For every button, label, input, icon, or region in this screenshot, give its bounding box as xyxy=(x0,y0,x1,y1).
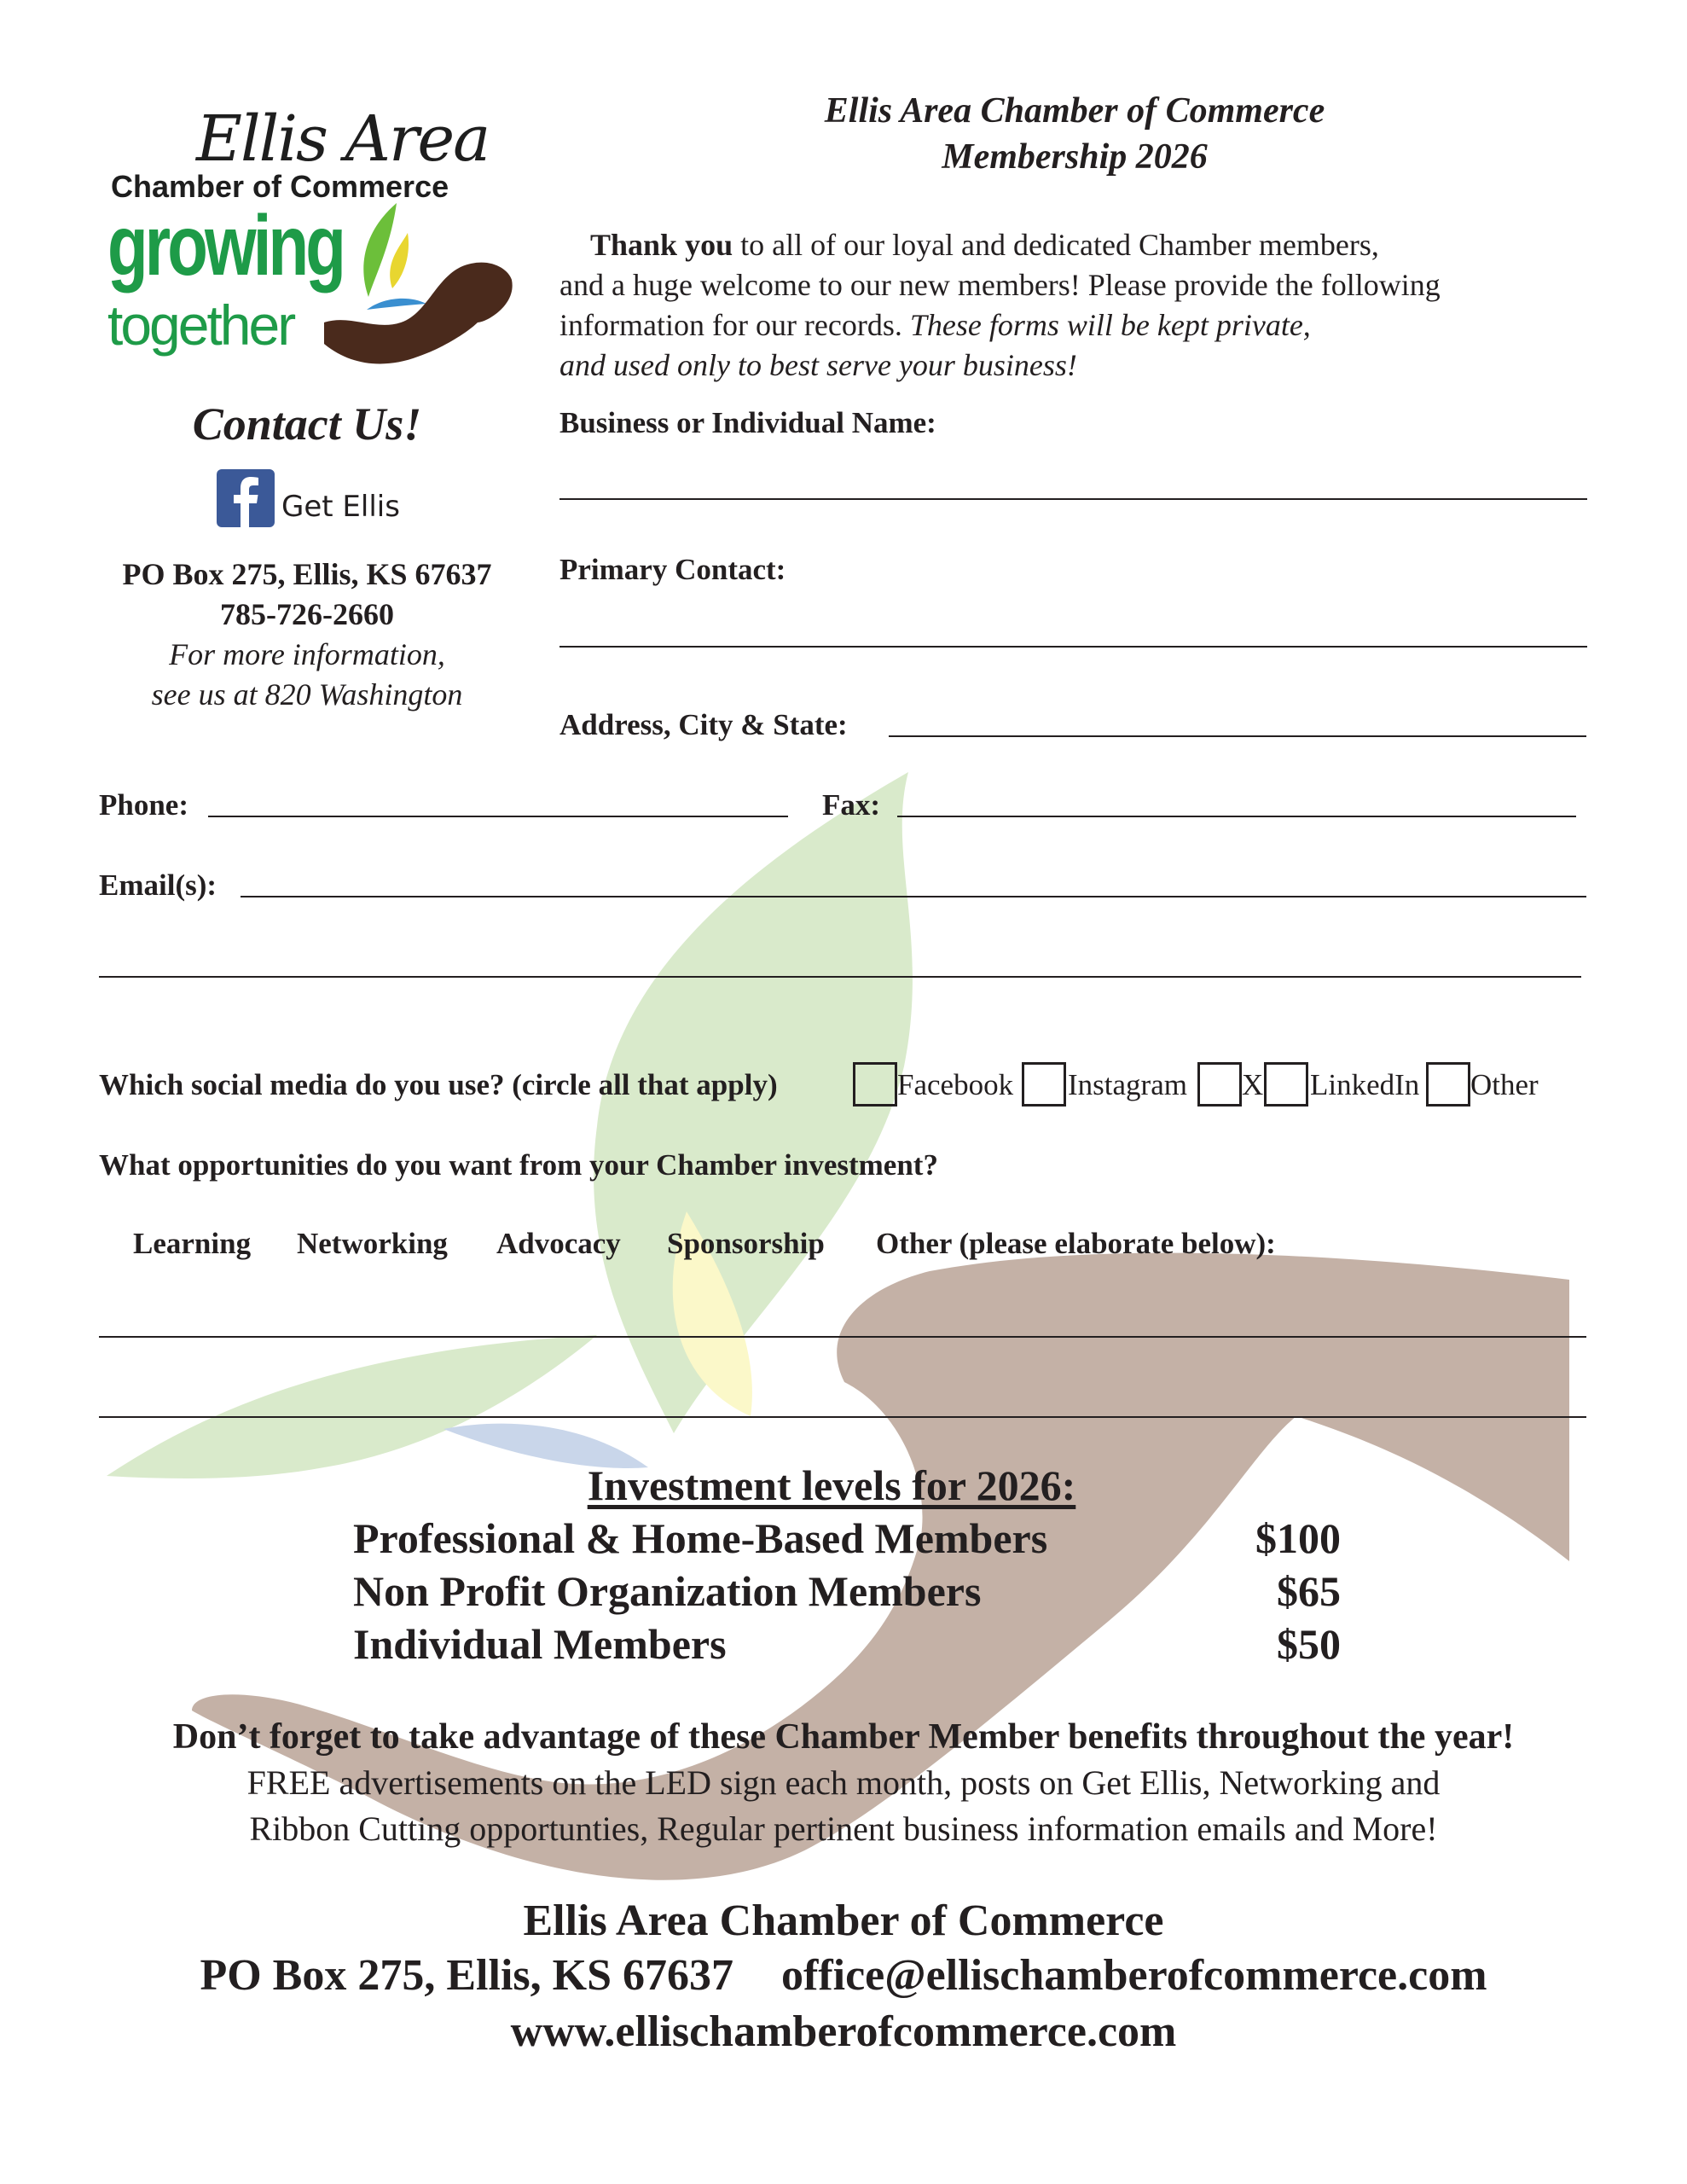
logo-growing-text: growing xyxy=(107,198,343,293)
social-option-linkedin: LinkedIn xyxy=(1310,1068,1420,1101)
intro-line-2: and a huge welcome to our new members! Please provide the following xyxy=(559,268,1441,302)
phone-field[interactable] xyxy=(208,816,788,817)
investment-level-name-3: Individual Members xyxy=(353,1620,727,1668)
email-field[interactable] xyxy=(241,896,1586,897)
contact-phone: 785-726-2660 xyxy=(220,597,394,631)
social-option-facebook: Facebook xyxy=(897,1068,1014,1101)
intro-line-3-italic: These forms will be kept private, xyxy=(909,308,1311,342)
other-checkbox[interactable] xyxy=(1426,1062,1470,1107)
intro-line-3 xyxy=(559,305,1609,346)
opportunities-question: What opportunities do you want from your Chamber investment? xyxy=(99,1148,938,1182)
contact-info-1: For more information, xyxy=(169,637,445,671)
intro-line-4 xyxy=(559,346,1609,386)
investment-level-price-2: $65 xyxy=(1277,1567,1341,1615)
investment-level-price-1: $100 xyxy=(1255,1514,1341,1562)
contact-heading: Contact Us! xyxy=(192,398,422,450)
opportunity-networking[interactable]: Networking xyxy=(297,1227,448,1260)
opportunity-other[interactable]: Other (please elaborate below): xyxy=(876,1227,1276,1260)
logo-hand-leaf-icon xyxy=(316,195,520,374)
email-field-2[interactable] xyxy=(99,976,1581,978)
phone-label: Phone: xyxy=(99,788,188,822)
social-option-other: Other xyxy=(1470,1068,1539,1101)
footer-org: Ellis Area Chamber of Commerce xyxy=(523,1896,1164,1945)
opportunity-sponsorship[interactable]: Sponsorship xyxy=(667,1227,825,1260)
facebook-checkbox[interactable] xyxy=(853,1062,897,1107)
logo xyxy=(102,102,512,375)
social-question: Which social media do you use? (circle all that apply) xyxy=(99,1068,778,1101)
investment-heading-text: Investment levels for 2026: xyxy=(587,1461,1076,1509)
fax-label: Fax: xyxy=(822,788,881,822)
elaborate-field-1[interactable] xyxy=(99,1336,1586,1338)
intro-paragraph xyxy=(559,225,1609,386)
intro-line-3-plain: information for our records. xyxy=(559,308,910,342)
business-name-label: Business or Individual Name: xyxy=(559,406,936,439)
page-title xyxy=(691,90,1458,177)
primary-contact-field[interactable] xyxy=(559,646,1587,648)
contact-address: PO Box 275, Ellis, KS 67637 xyxy=(122,557,492,591)
contact-info-2: see us at 820 Washington xyxy=(151,677,463,712)
footer-website[interactable]: www.ellischamberofcommerce.com xyxy=(510,2007,1177,2056)
footer-email[interactable]: office@ellischamberofcommerce.com xyxy=(781,1951,1487,2000)
social-option-x: X xyxy=(1242,1068,1264,1101)
social-option-instagram: Instagram xyxy=(1068,1068,1187,1101)
investment-level-name-1: Professional & Home-Based Members xyxy=(353,1514,1048,1562)
investment-heading xyxy=(0,1461,1687,1510)
intro-line-1-rest: to all of our loyal and dedicated Chamber members, xyxy=(733,228,1379,262)
fax-field[interactable] xyxy=(897,816,1576,817)
facebook-icon xyxy=(217,469,275,527)
investment-level-name-2: Non Profit Organization Members xyxy=(353,1567,982,1615)
footer-contact-line xyxy=(0,1950,1687,2001)
logo-subtitle: Chamber of Commerce xyxy=(111,169,449,204)
title-line-1: Ellis Area Chamber of Commerce xyxy=(824,91,1325,131)
instagram-checkbox[interactable] xyxy=(1022,1062,1066,1107)
watermark-leaf-left xyxy=(107,1335,597,1478)
x-checkbox[interactable] xyxy=(1197,1062,1242,1107)
logo-script-text: Ellis Area xyxy=(196,102,490,176)
intro-line-4-italic: and used only to best serve your business! xyxy=(559,348,1077,382)
opportunity-advocacy[interactable]: Advocacy xyxy=(496,1227,621,1260)
intro-bold-lead: Thank you xyxy=(590,228,733,262)
benefits-heading: Don’t forget to take advantage of these Chamber Member benefits throughout the year! xyxy=(172,1717,1515,1757)
investment-level-price-3: $50 xyxy=(1277,1620,1341,1668)
benefits-line-1: FREE advertisements on the LED sign each month, posts on Get Ellis, Networking and xyxy=(246,1763,1441,1802)
elaborate-field-2[interactable] xyxy=(99,1416,1586,1418)
facebook-label: Get Ellis xyxy=(281,490,400,524)
contact-block xyxy=(68,555,546,715)
footer-address: PO Box 275, Ellis, KS 67637 xyxy=(200,1951,733,2000)
linkedin-checkbox[interactable] xyxy=(1264,1062,1308,1107)
opportunity-learning[interactable]: Learning xyxy=(133,1227,252,1260)
title-line-2: Membership 2026 xyxy=(942,137,1208,177)
address-field[interactable] xyxy=(889,735,1586,737)
business-name-field[interactable] xyxy=(559,498,1587,500)
intro-line-1 xyxy=(559,225,1609,265)
logo-together-text: together xyxy=(107,293,294,357)
address-label: Address, City & State: xyxy=(559,708,848,741)
primary-contact-label: Primary Contact: xyxy=(559,553,786,586)
email-label: Email(s): xyxy=(99,868,217,902)
benefits-line-2: Ribbon Cutting opportunties, Regular pertinent business information emails and More! xyxy=(249,1809,1438,1848)
